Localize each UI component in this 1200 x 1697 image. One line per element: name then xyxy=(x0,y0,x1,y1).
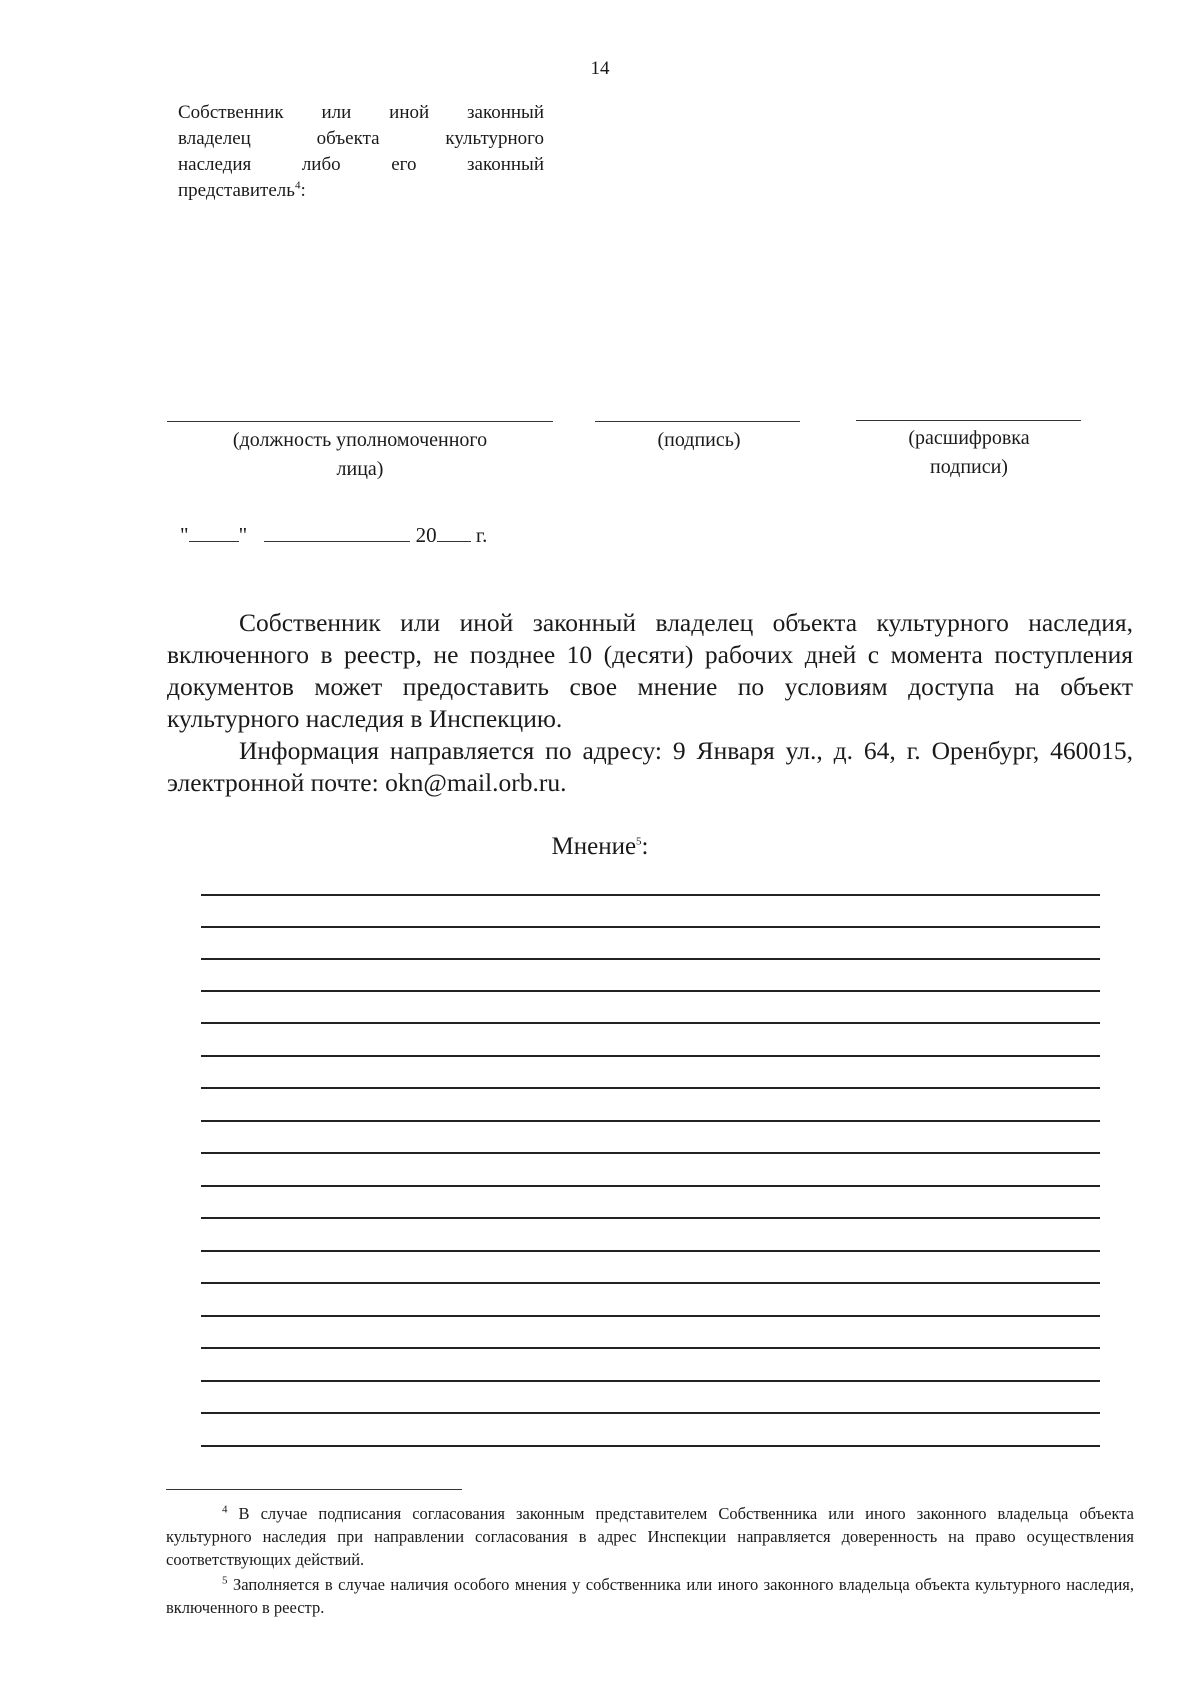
footnote-ref-4: 4 xyxy=(294,179,301,192)
date-quote-open: " xyxy=(180,523,189,547)
footnote-4-text: В случае подписания согласования законным представителем Собственника или иного законного владельца объекта культурного наследия при направлении согласования в адрес Инспекции направляется доверенность на право осуществления соответствующих действий. xyxy=(166,1504,1134,1569)
position-signature-line[interactable] xyxy=(167,421,553,422)
opinion-line[interactable] xyxy=(201,990,1100,992)
decoding-caption-line-2: подписи) xyxy=(930,456,1008,478)
signature-caption xyxy=(600,426,798,455)
footnote-ref-5: 5 xyxy=(636,835,642,848)
owner-heading-colon: : xyxy=(300,180,306,201)
position-caption-line-1: (должность уполномоченного xyxy=(232,429,488,451)
owner-heading-word: представитель xyxy=(178,180,295,201)
date-line xyxy=(180,523,487,548)
year-blank[interactable] xyxy=(437,540,471,542)
footnote-5 xyxy=(166,1573,1134,1619)
footnotes xyxy=(166,1502,1134,1619)
footnote-separator xyxy=(166,1489,462,1490)
opinion-line[interactable] xyxy=(201,1217,1100,1219)
footnote-5-text: Заполняется в случае наличия особого мнения у собственника или иного законного владельца объекта культурного наследия, включенного в реестр. xyxy=(166,1575,1134,1617)
footnote-5-mark: 5 xyxy=(222,1574,228,1587)
footnote-4 xyxy=(166,1502,1134,1571)
opinion-line[interactable] xyxy=(201,1315,1100,1317)
body-text xyxy=(167,607,1133,799)
opinion-line[interactable] xyxy=(201,1022,1100,1024)
opinion-line[interactable] xyxy=(201,1185,1100,1187)
opinion-line[interactable] xyxy=(201,926,1100,928)
date-quote-close: " xyxy=(238,523,248,547)
owner-heading-line-1: Собственник или иной законный xyxy=(178,102,544,123)
opinion-line[interactable] xyxy=(201,894,1100,896)
opinion-line[interactable] xyxy=(201,1120,1100,1122)
footnote-4-mark: 4 xyxy=(222,1503,228,1516)
signature-line[interactable] xyxy=(595,421,800,422)
opinion-line[interactable] xyxy=(201,1380,1100,1382)
opinion-line[interactable] xyxy=(201,958,1100,960)
month-blank[interactable] xyxy=(264,540,410,542)
owner-heading-line-2: владелец объекта культурного xyxy=(178,128,544,149)
page-number: 14 xyxy=(590,58,610,79)
opinion-line[interactable] xyxy=(201,1445,1100,1447)
opinion-line[interactable] xyxy=(201,1152,1100,1154)
year-prefix: 20 xyxy=(415,523,437,547)
position-caption xyxy=(180,426,540,484)
owner-representative-heading xyxy=(178,100,544,204)
body-paragraph-1: Собственник или иной законный владелец объекта культурного наследия, включенного в реестр, не позднее 10 (десяти) рабочих дней с момента поступления документов может предоставить свое мнение по условиям доступа на объект культурного наследия в Инспекцию. xyxy=(167,608,1133,733)
decoding-caption-line-1: (расшифровка xyxy=(908,427,1030,449)
opinion-title xyxy=(0,833,1200,861)
owner-heading-line-4 xyxy=(178,178,544,204)
opinion-line[interactable] xyxy=(201,1250,1100,1252)
decoding-signature-line[interactable] xyxy=(856,420,1081,421)
position-caption-line-2: лица) xyxy=(336,458,384,480)
signature-caption-text: (подпись) xyxy=(657,429,741,451)
year-suffix: г. xyxy=(475,523,488,547)
opinion-line[interactable] xyxy=(201,1055,1100,1057)
opinion-title-colon: : xyxy=(641,833,649,860)
opinion-line[interactable] xyxy=(201,1347,1100,1349)
opinion-title-text: Мнение xyxy=(551,833,637,860)
opinion-line[interactable] xyxy=(201,1282,1100,1284)
opinion-line[interactable] xyxy=(201,1087,1100,1089)
decoding-caption xyxy=(862,424,1076,482)
day-blank[interactable] xyxy=(189,540,239,542)
owner-heading-line-3: наследия либо его законный xyxy=(178,154,544,175)
body-paragraph-2: Информация направляется по адресу: 9 Января ул., д. 64, г. Оренбург, 460015, электронной почте: okn@mail.orb.ru. xyxy=(167,736,1133,797)
opinion-line[interactable] xyxy=(201,1412,1100,1414)
